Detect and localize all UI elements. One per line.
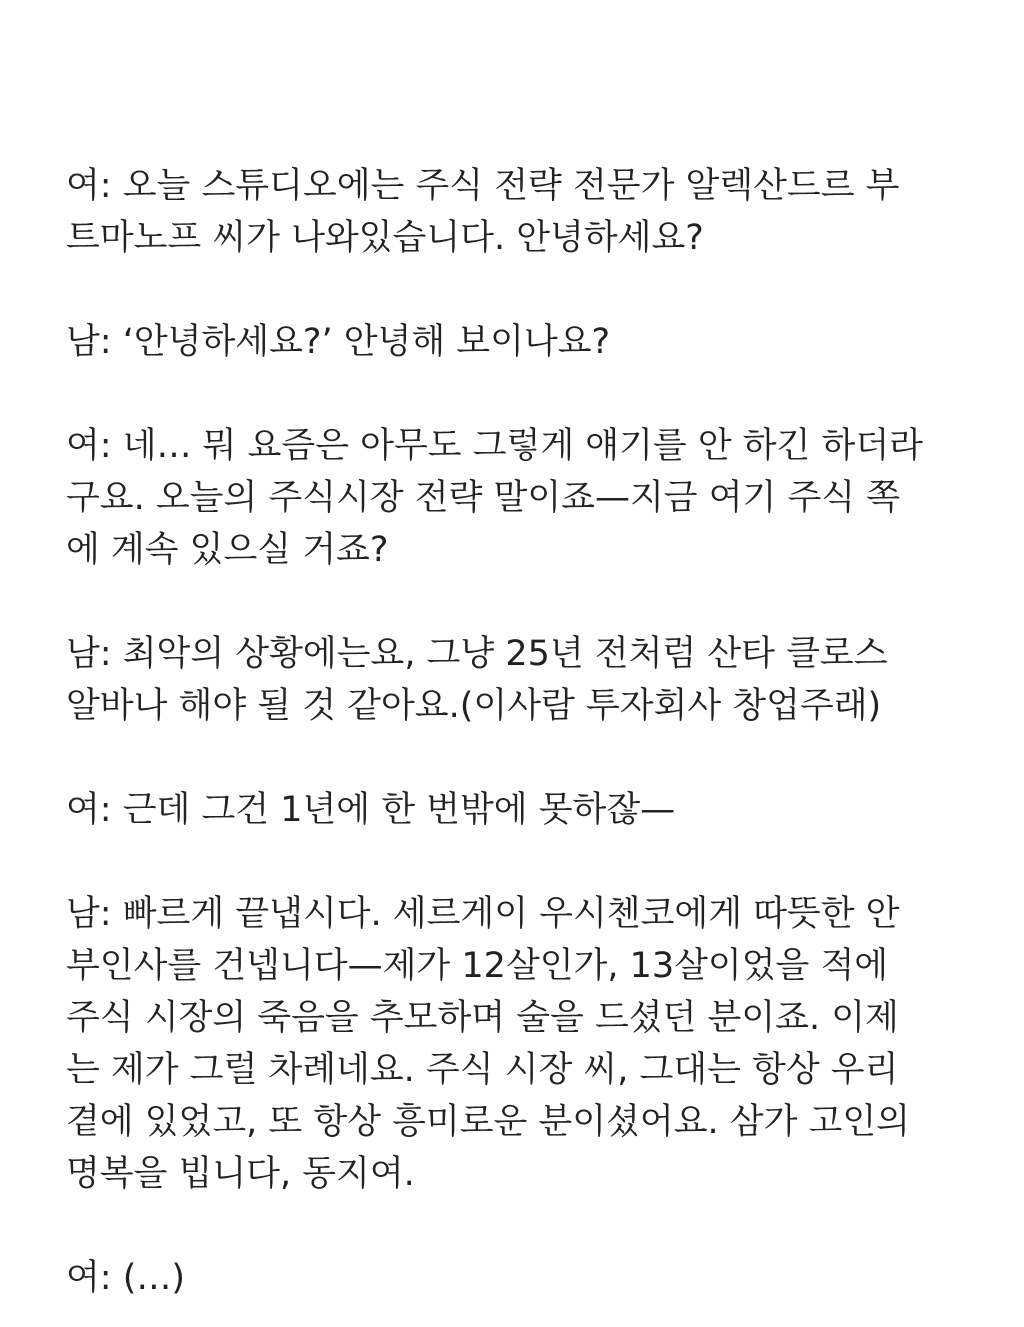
dialogue-line-7: [66, 1252, 956, 1304]
text-line: 여: 근데 그건 1년에 한 번밖에 못하잖—: [66, 790, 676, 830]
dialogue-line-2: [66, 316, 956, 368]
text-line: 트마노프 씨가 나와있습니다. 안녕하세요?: [66, 218, 704, 258]
text-line: 남: ‘안녕하세요?’ 안녕해 보이나요?: [66, 322, 611, 362]
text-line: 여: (…): [66, 1258, 186, 1298]
text-line: 여: 오늘 스튜디오에는 주식 전략 전문가 알렉산드르 부: [66, 166, 900, 206]
dialogue-line-5: [66, 784, 956, 836]
dialogue-line-3: [66, 420, 956, 576]
text-line: 는 제가 그럴 차례네요. 주식 시장 씨, 그대는 항상 우리: [66, 1050, 899, 1090]
dialogue-line-1: [66, 160, 956, 264]
text-line: 구요. 오늘의 주식시장 전략 말이죠—지금 여기 주식 쪽: [66, 478, 901, 518]
dialogue-line-6: [66, 888, 956, 1200]
text-line: 여: 네… 뭐 요즘은 아무도 그렇게 얘기를 안 하긴 하더라: [66, 426, 923, 466]
text-line: 남: 빠르게 끝냅시다. 세르게이 우시첸코에게 따뜻한 안: [66, 894, 900, 934]
transcript: [66, 160, 956, 1304]
text-line: 곁에 있었고, 또 항상 흥미로운 분이셨어요. 삼가 고인의: [66, 1102, 910, 1142]
text-line: 남: 최악의 상황에는요, 그냥 25년 전처럼 산타 클로스: [66, 634, 888, 674]
text-line: 명복을 빕니다, 동지여.: [66, 1154, 415, 1194]
text-line: 에 계속 있으실 거죠?: [66, 530, 389, 570]
text-line: 주식 시장의 죽음을 추모하며 술을 드셨던 분이죠. 이제: [66, 998, 899, 1038]
dialogue-line-4: [66, 628, 956, 732]
text-line: 부인사를 건넵니다—제가 12살인가, 13살이었을 적에: [66, 946, 889, 986]
text-line: 알바나 해야 될 것 같아요.(이사람 투자회사 창업주래): [66, 686, 882, 726]
